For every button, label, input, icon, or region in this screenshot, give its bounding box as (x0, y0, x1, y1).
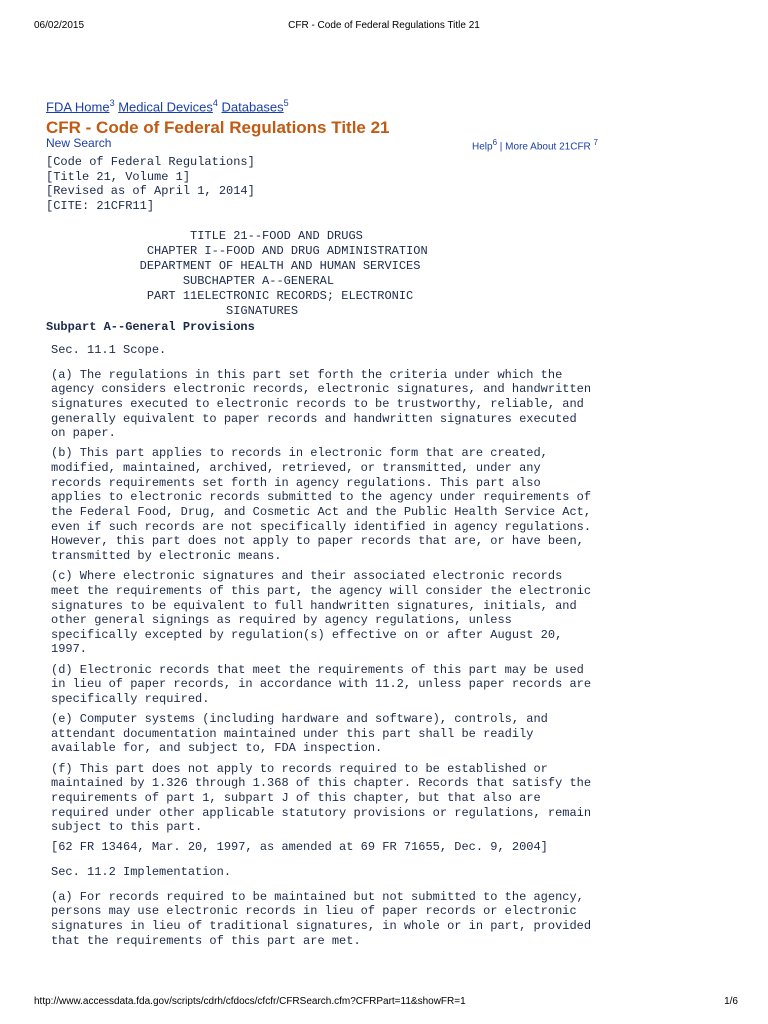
help-link[interactable]: Help (471, 141, 493, 153)
section-title: Sec. 11.1 Scope. (51, 343, 167, 357)
section-title: Sec. 11.2 Implementation. (51, 865, 232, 879)
new-search-link[interactable]: New Search (46, 136, 112, 150)
breadcrumb (46, 98, 289, 114)
breadcrumb-databases[interactable]: Databases (221, 99, 284, 115)
heading-department: DEPARTMENT OF HEALTH AND HUMAN SERVICES (46, 258, 421, 273)
paragraph-a: (a) For records required to be maintained but not submitted to the agency, persons may use electronic records in lieu of paper records or electronic signatures in lieu of traditional signatures, in whole or in part, provided that the requirements of this part are met. (51, 889, 592, 948)
paragraph-c: (c) Where electronic signatures and their associated electronic records meet the requirements of this part, the agency will consider the electronic signatures to be equivalent to full handwritten signatures, initials, and other general signings as required by agency regulations, unless specifically excepted by regulation(s) effective on or after August 20, 1997. (51, 569, 592, 657)
citation-line: [CITE: 21CFR11] (46, 198, 155, 213)
help-bar (472, 138, 598, 152)
heading-part-cont: SIGNATURES (46, 303, 299, 318)
breadcrumb-ref: 3 (109, 98, 115, 108)
citation-block (46, 155, 255, 213)
paragraph-f: (f) This part does not apply to records required to be established or maintained by 1.326 through 1.368 of this chapter. Records that satisfy the requirements of part 1, subpart J of this chapter, but that also are required under other applicable statutory provisions or regulations, remain subject to this part. (51, 761, 592, 835)
breadcrumb-ref: 5 (283, 98, 289, 108)
paragraph-e: (e) Computer systems (including hardware and software), controls, and attendant documentation maintained under this part shall be readily available for, and subject to, FDA inspection. (51, 712, 548, 756)
page-title: CFR - Code of Federal Regulations Title 21 (46, 118, 390, 137)
subpart-heading: Subpart A--General Provisions (46, 320, 255, 334)
paragraph-a: (a) The regulations in this part set forth the criteria under which the agency considers electronic records, electronic signatures, and handwritten signatures executed to electronic records to be trustworthy, reliable, and generally equivalent to paper records and handwritten signatures executed on paper. (51, 367, 592, 441)
citation-line: [Code of Federal Regulations] (46, 155, 255, 169)
more-about-21cfr-link[interactable]: More About 21CFR (505, 141, 594, 153)
breadcrumb-medical-devices[interactable]: Medical Devices (118, 99, 213, 115)
help-separator: | (497, 141, 506, 153)
paragraph-d: (d) Electronic records that meet the requirements of this part may be used in lieu of paper records, in accordance with 11.2, unless paper records are specifically required. (51, 662, 592, 706)
regulation-body (51, 343, 596, 954)
heading-subchapter: SUBCHAPTER A--GENERAL (46, 273, 335, 288)
heading-part: PART 11ELECTRONIC RECORDS; ELECTRONIC (46, 288, 414, 303)
part-headings (46, 229, 566, 318)
print-date: 06/02/2015 (34, 20, 85, 31)
print-header (0, 0, 768, 30)
citation-line: [Title 21, Volume 1] (46, 169, 191, 184)
more-about-ref: 7 (593, 138, 598, 147)
heading-chapter: CHAPTER I--FOOD AND DRUG ADMINISTRATION (46, 243, 428, 258)
paragraph-b: (b) This part applies to records in electronic form that are created, modified, maintained, archived, retrieved, or transmitted, under any records requirements set forth in agency regulations. This part also applies to electronic records submitted to the agency under requirements of the Federal Food, Drug, and Cosmetic Act and the Public Health Service Act, even if such records are not specifically identified in agency regulations. However, this part does not apply to paper records that are, or have been, transmitted by electronic means. (51, 446, 592, 564)
print-url: http://www.accessdata.fda.gov/scripts/cdrh/cfdocs/cfcfr/CFRSearch.cfm?CFRPart=11&showFR=1 (34, 996, 466, 1007)
page-number: 1/6 (724, 996, 738, 1007)
breadcrumb-fda-home[interactable]: FDA Home (46, 99, 110, 115)
help-ref: 6 (492, 138, 498, 147)
print-title: CFR - Code of Federal Regulations Title 21 (288, 20, 480, 31)
breadcrumb-ref: 4 (212, 98, 218, 108)
heading-title: TITLE 21--FOOD AND DRUGS (46, 229, 363, 243)
source-note: [62 FR 13464, Mar. 20, 1997, as amended at 69 FR 71655, Dec. 9, 2004] (51, 840, 548, 855)
citation-line: [Revised as of April 1, 2014] (46, 184, 255, 199)
